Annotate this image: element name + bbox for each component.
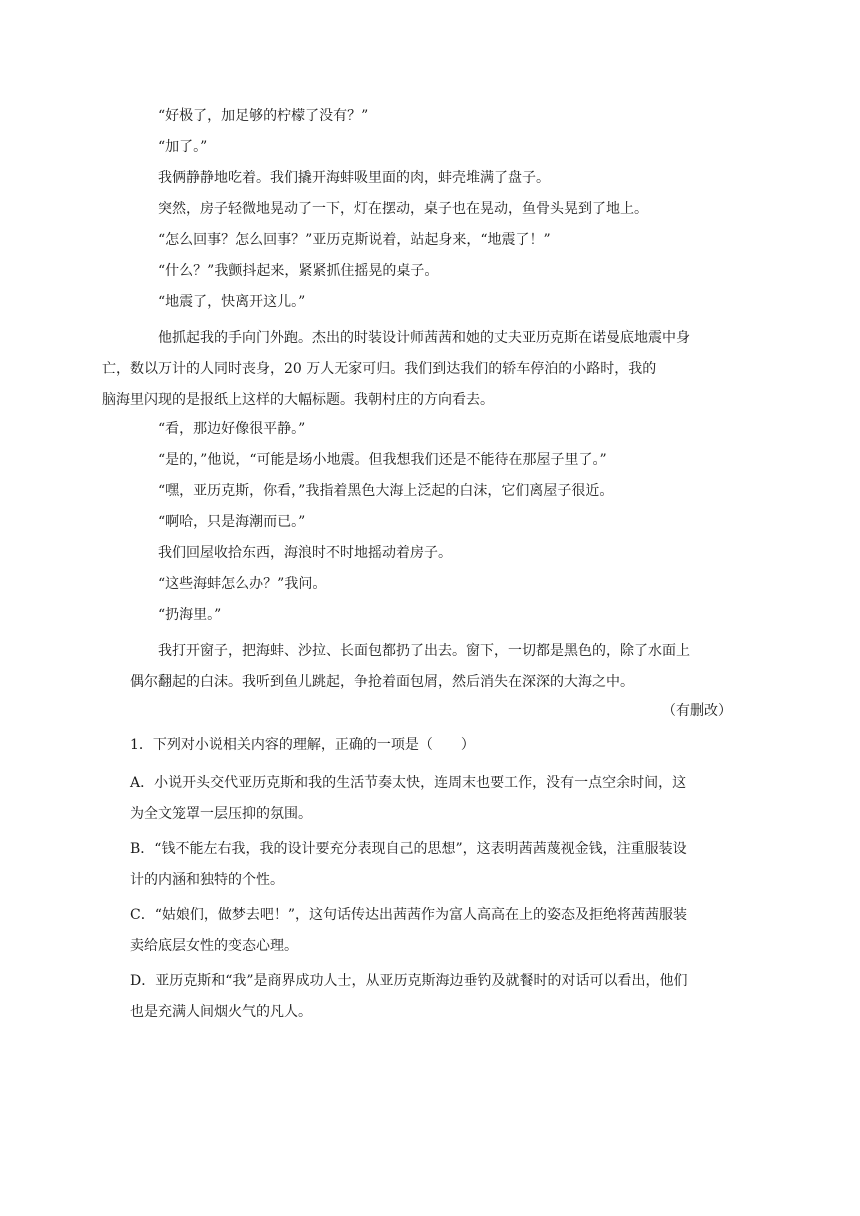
option-b xyxy=(130,834,732,896)
edit-note: （有删改） xyxy=(662,703,732,719)
paragraph: 我俩静静地吃着。我们撬开海蚌吸里面的肉，蚌壳堆满了盘子。 xyxy=(158,170,550,186)
paragraph: “看，那边好像很平静。” xyxy=(158,421,306,437)
paragraph-line: 我打开窗子，把海蚌、沙拉、长面包都扔了出去。窗下，一切都是黑色的，除了水面上 xyxy=(158,643,690,659)
paragraph xyxy=(130,636,732,698)
question-block xyxy=(130,735,732,1028)
option-line: A．小说开头交代亚历克斯和我的生活节奏太快，连周末也要工作，没有一点空余时间，这 xyxy=(130,775,687,791)
paragraph: “啊哈，只是海潮而已。” xyxy=(158,514,306,530)
story-excerpt xyxy=(102,106,732,721)
paragraph: 我们回屋收拾东西，海浪时不时地摇动着房子。 xyxy=(158,545,452,561)
paragraph-line: 脑海里闪现的是报纸上这样的大幅标题。我朝村庄的方向看去。 xyxy=(102,392,494,408)
paragraph: “扔海里。” xyxy=(158,607,222,623)
paragraph: “什么？”我颤抖起来，紧紧抓住摇晃的桌子。 xyxy=(158,263,439,279)
paragraph: “好极了，加足够的柠檬了没有？” xyxy=(158,108,369,124)
option-line: B．“钱不能左右我，我的设计要充分表现自己的思想”，这表明茜茜蔑视金钱，注重服装设 xyxy=(130,841,687,857)
paragraph: “这些海蚌怎么办？”我问。 xyxy=(158,576,327,592)
paragraph: “是的，”他说，“可能是场小地震。但我想我们还是不能待在那屋子里了。” xyxy=(158,452,607,468)
option-a xyxy=(130,768,732,830)
paragraph: “加了。” xyxy=(158,139,208,155)
document-page xyxy=(102,106,732,1032)
option-line: 也是充满人间烟火气的凡人。 xyxy=(130,1004,312,1020)
option-line: 计的内涵和独特的个性。 xyxy=(130,872,284,888)
paragraph: 突然，房子轻微地晃动了一下，灯在摆动，桌子也在晃动，鱼骨头晃到了地上。 xyxy=(158,201,648,217)
paragraph-line: 他抓起我的手向门外跑。杰出的时装设计师茜茜和她的丈夫亚历克斯在诺曼底地震中身 xyxy=(158,330,690,346)
question-stem: 1．下列对小说相关内容的理解，正确的一项是（ ） xyxy=(130,737,475,753)
option-line: D．亚历克斯和“我”是商界成功人士，从亚历克斯海边垂钓及就餐时的对话可以看出，他们 xyxy=(130,973,688,989)
paragraph-line: 亡，数以万计的人同时丧身，20 万人无家可归。我们到达我们的轿车停泊的小路时，我的 xyxy=(102,361,657,377)
paragraph: “怎么回事？怎么回事？”亚历克斯说着，站起身来，“地震了！” xyxy=(158,232,551,248)
option-line: C．“姑娘们，做梦去吧！”，这句话传达出茜茜作为富人高高在上的姿态及拒绝将茜茜服装 xyxy=(130,907,688,923)
paragraph-line: 偶尔翻起的白沫。我听到鱼儿跳起，争抢着面包屑，然后消失在深深的大海之中。 xyxy=(130,674,634,690)
option-c xyxy=(130,900,732,962)
option-line: 为全文笼罩一层压抑的氛围。 xyxy=(130,806,312,822)
paragraph: “嘿，亚历克斯，你看，”我指着黑色大海上泛起的白沫，它们离屋子很近。 xyxy=(158,483,614,499)
paragraph xyxy=(102,323,732,416)
paragraph: “地震了，快离开这儿。” xyxy=(158,294,306,310)
option-line: 卖给底层女性的变态心理。 xyxy=(130,938,298,954)
option-d xyxy=(130,966,732,1028)
